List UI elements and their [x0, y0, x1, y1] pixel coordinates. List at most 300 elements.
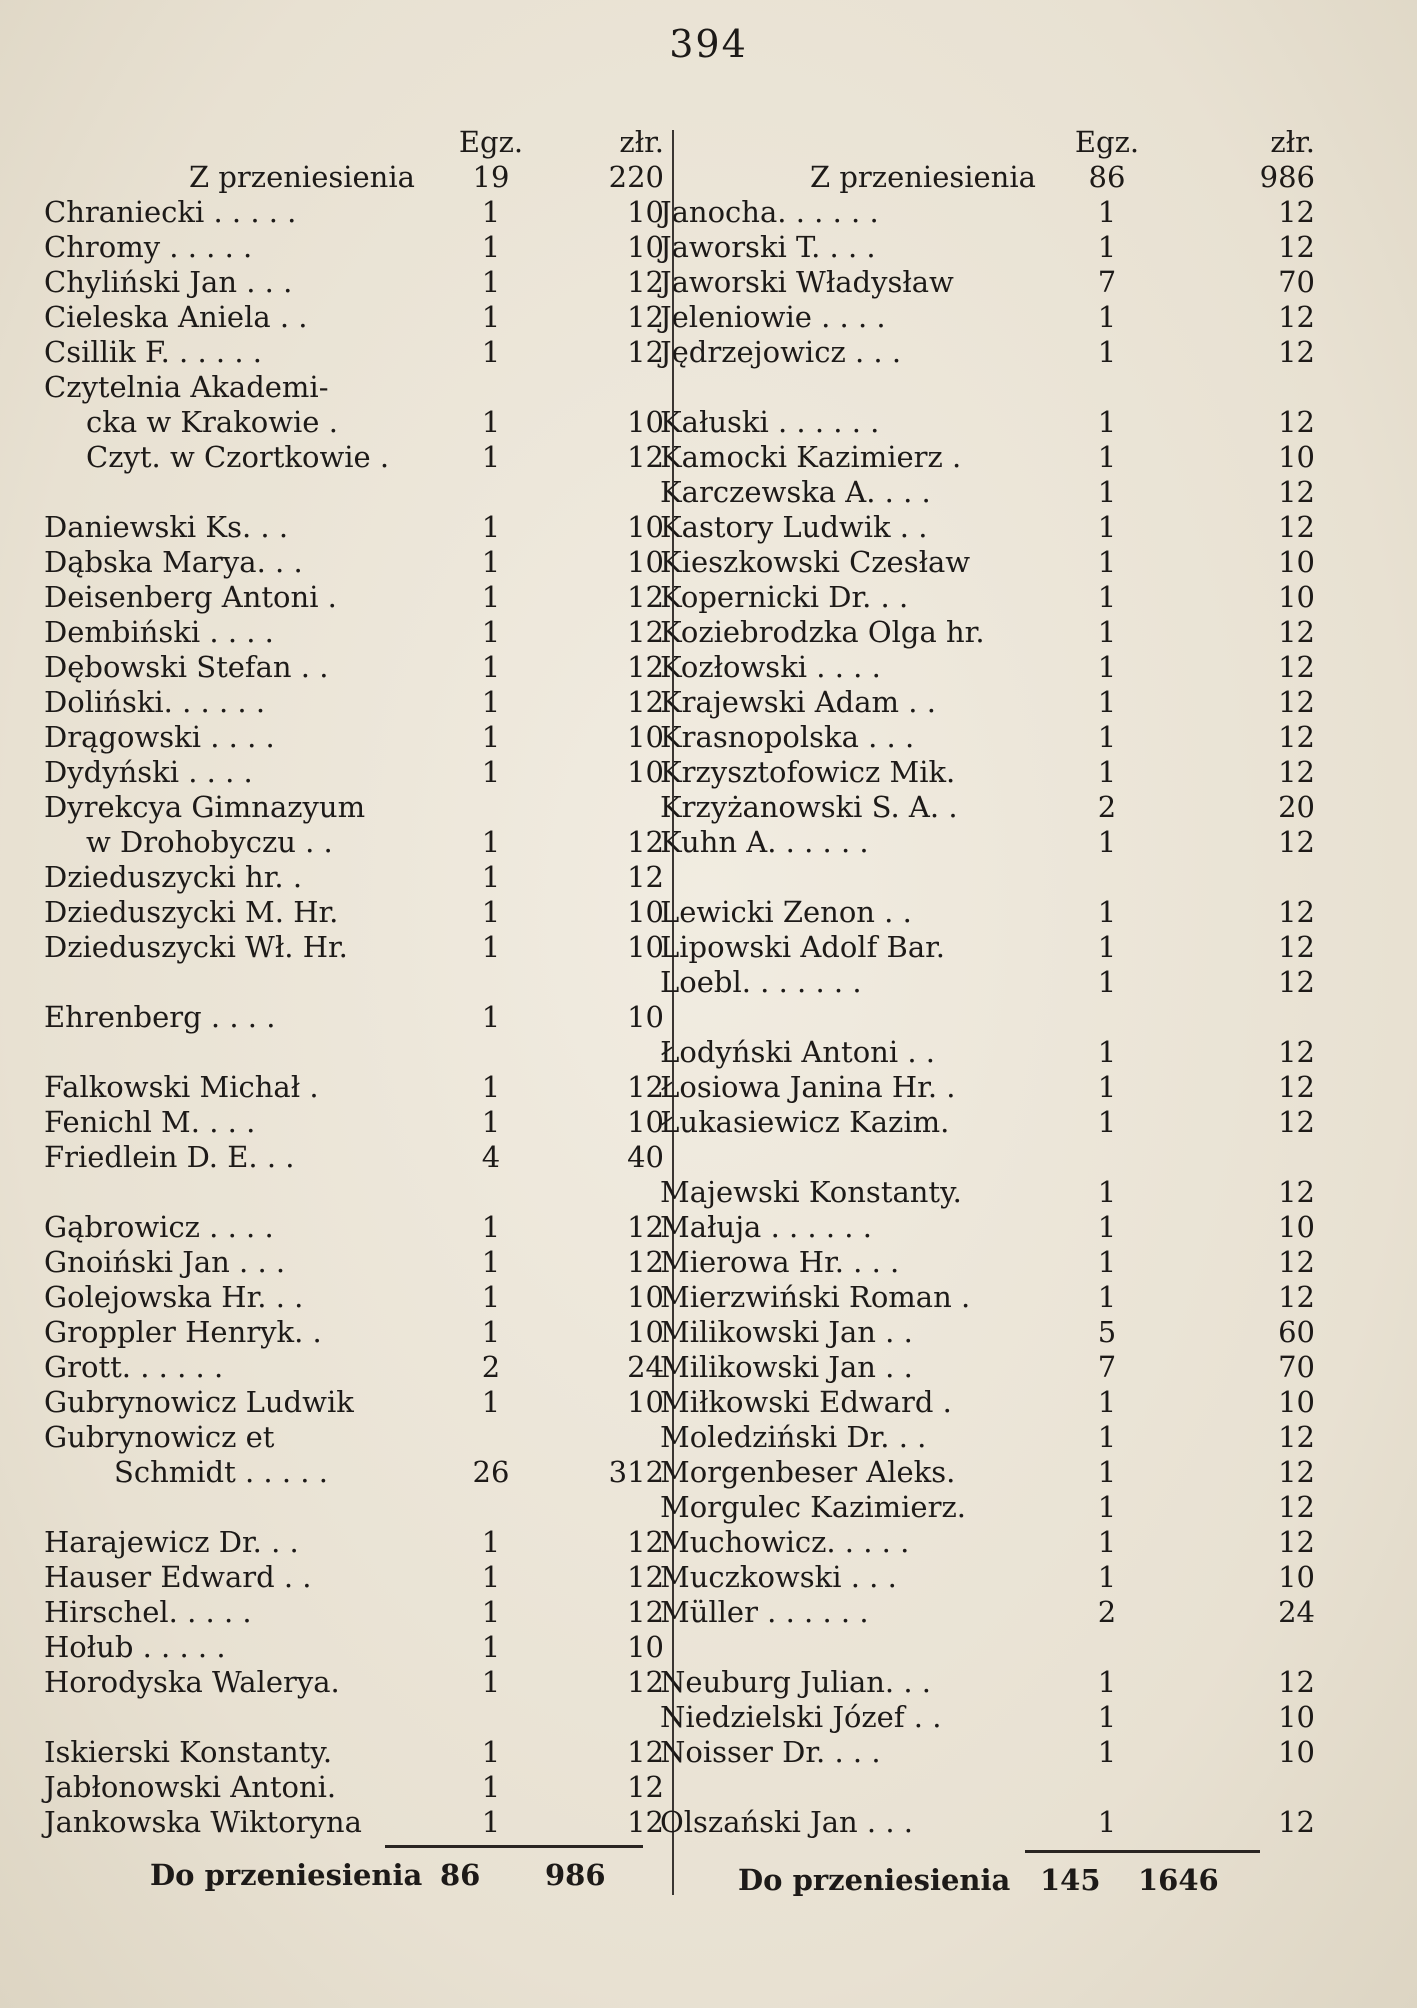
- list-item: [660, 685, 1315, 720]
- footer-egz: 86: [440, 1858, 481, 1892]
- subscriber-name: Kastory Ludwik . .: [660, 510, 928, 544]
- list-item: [44, 195, 664, 230]
- amount-zlr: 12: [1278, 335, 1315, 369]
- list-item: [44, 1140, 664, 1175]
- amount-zlr: 12: [1278, 685, 1315, 719]
- list-item: [660, 1035, 1315, 1070]
- list-item: [660, 1700, 1315, 1735]
- subscriber-name: Koziebrodzka Olga hr.: [660, 615, 985, 649]
- copies-count: 1: [481, 440, 501, 474]
- copies-count: 1: [481, 895, 501, 929]
- subscriber-name: Czytelnia Akademi-: [44, 370, 329, 404]
- subscriber-name: Małuja . . . . . .: [660, 1210, 872, 1244]
- list-item: [660, 895, 1315, 930]
- subscriber-name: Dzieduszycki Wł. Hr.: [44, 930, 348, 964]
- amount-zlr: 12: [1278, 1805, 1315, 1839]
- subscriber-name: Moledziński Dr. . .: [660, 1420, 927, 1454]
- list-item: [44, 650, 664, 685]
- left-entries: [44, 195, 664, 1840]
- copies-count: 1: [1097, 1245, 1117, 1279]
- amount-zlr: 12: [1278, 720, 1315, 754]
- copies-count: 1: [1097, 895, 1117, 929]
- list-item: [660, 1245, 1315, 1280]
- amount-zlr: 12: [1278, 1280, 1315, 1314]
- copies-count: 1: [481, 685, 501, 719]
- list-item: [44, 1805, 664, 1840]
- list-item: [660, 195, 1315, 230]
- blank-row: [660, 860, 1260, 895]
- copies-count: 1: [1097, 650, 1117, 684]
- list-item: [44, 1595, 664, 1630]
- subscriber-name: Friedlein D. E. . .: [44, 1140, 295, 1174]
- copies-count: 1: [481, 230, 501, 264]
- copies-count: 1: [1097, 685, 1117, 719]
- subscriber-name: Gubrynowicz et: [44, 1420, 275, 1454]
- list-item: [44, 335, 664, 370]
- amount-zlr: 10: [1278, 545, 1315, 579]
- amount-zlr: 12: [1278, 195, 1315, 229]
- amount-zlr: 12: [627, 860, 664, 894]
- subscriber-name: Niedzielski Józef . .: [660, 1700, 942, 1734]
- blank-row: [660, 1140, 1260, 1175]
- subscriber-name: Miłkowski Edward .: [660, 1385, 952, 1419]
- copies-count: 1: [481, 720, 501, 754]
- copies-count: 1: [1097, 1490, 1117, 1524]
- list-item: [44, 615, 664, 650]
- amount-zlr: 12: [1278, 1105, 1315, 1139]
- right-entries: [660, 195, 1315, 1840]
- copies-count: 1: [1097, 1420, 1117, 1454]
- zlr-header: złr.: [1270, 125, 1315, 159]
- list-item: [660, 335, 1315, 370]
- subscriber-name: Łukasiewicz Kazim.: [660, 1105, 950, 1139]
- list-item: [660, 930, 1315, 965]
- list-item: [660, 1525, 1315, 1560]
- copies-count: 1: [1097, 300, 1117, 334]
- amount-zlr: 12: [1278, 510, 1315, 544]
- list-item: [44, 720, 664, 755]
- list-item: [660, 1595, 1315, 1630]
- copies-count: 1: [1097, 965, 1117, 999]
- subscriber-name: Lewicki Zenon . .: [660, 895, 912, 929]
- subscriber-name: Fenichl M. . . .: [44, 1105, 256, 1139]
- list-item: [44, 1245, 664, 1280]
- amount-zlr: 12: [627, 1665, 664, 1699]
- subscriber-name: Jeleniowie . . . .: [660, 300, 886, 334]
- list-item: [660, 300, 1315, 335]
- copies-count: 1: [1097, 1105, 1117, 1139]
- subscriber-name: Cieleska Aniela . .: [44, 300, 308, 334]
- amount-zlr: 10: [627, 405, 664, 439]
- amount-zlr: 24: [1278, 1595, 1315, 1629]
- amount-zlr: 12: [627, 1560, 664, 1594]
- column-header: [44, 125, 664, 160]
- amount-zlr: 10: [627, 230, 664, 264]
- copies-count: 5: [1097, 1315, 1117, 1349]
- amount-zlr: 12: [627, 1735, 664, 1769]
- amount-zlr: 10: [627, 545, 664, 579]
- list-item: [44, 930, 664, 965]
- copies-count: 1: [481, 195, 501, 229]
- copies-count: 2: [1097, 1595, 1117, 1629]
- blank-row: [44, 1175, 644, 1210]
- amount-zlr: 12: [1278, 1490, 1315, 1524]
- subscriber-name: Dąbska Marya. . .: [44, 545, 303, 579]
- subscriber-name: Jaworski Władysław: [660, 265, 954, 299]
- amount-zlr: 12: [627, 580, 664, 614]
- copies-count: 7: [1097, 265, 1117, 299]
- subscriber-name: Jaworski T. . . .: [660, 230, 876, 264]
- amount-zlr: 12: [627, 1210, 664, 1244]
- footer-left: [150, 1858, 606, 1892]
- amount-zlr: 24: [627, 1350, 664, 1384]
- blank-row: [660, 370, 1260, 405]
- list-item: [660, 580, 1315, 615]
- subscriber-name: Kieszkowski Czesław: [660, 545, 971, 579]
- copies-count: 1: [481, 930, 501, 964]
- copies-count: 1: [1097, 580, 1117, 614]
- copies-count: 1: [1097, 930, 1117, 964]
- subscriber-name: Iskierski Konstanty.: [44, 1735, 333, 1769]
- list-item: [660, 230, 1315, 265]
- subscriber-name: Morgulec Kazimierz.: [660, 1490, 966, 1524]
- subscriber-name: Kuhn A. . . . . .: [660, 825, 869, 859]
- list-item: [660, 1455, 1315, 1490]
- subscriber-name: Dydyński . . . .: [44, 755, 253, 789]
- subscriber-name: Muchowicz. . . . .: [660, 1525, 910, 1559]
- subscriber-name: Dyrekcya Gimnazyum: [44, 790, 366, 824]
- subscriber-name: Dzieduszycki hr. .: [44, 860, 303, 894]
- amount-zlr: 12: [1278, 895, 1315, 929]
- list-item: [660, 825, 1315, 860]
- copies-count: 1: [481, 1630, 501, 1664]
- list-item: [44, 1630, 664, 1665]
- amount-zlr: 10: [627, 1105, 664, 1139]
- blank-row: [44, 1490, 644, 1525]
- subscriber-name: Müller . . . . . .: [660, 1595, 869, 1629]
- subscriber-name: Morgenbeser Aleks.: [660, 1455, 956, 1489]
- list-item: [44, 265, 664, 300]
- subscriber-name: Grott. . . . . .: [44, 1350, 224, 1384]
- list-item: [44, 1665, 664, 1700]
- subscriber-name: Hirschel. . . . .: [44, 1595, 252, 1629]
- copies-count: 1: [481, 1105, 501, 1139]
- copies-count: 1: [1097, 1665, 1117, 1699]
- list-item: [660, 1490, 1315, 1525]
- amount-zlr: 10: [627, 510, 664, 544]
- subscriber-name: Ehrenberg . . . .: [44, 1000, 276, 1034]
- amount-zlr: 20: [1278, 790, 1315, 824]
- amount-zlr: 12: [627, 685, 664, 719]
- amount-zlr: 70: [1278, 265, 1315, 299]
- blank-row: [44, 1700, 644, 1735]
- amount-zlr: 10: [627, 195, 664, 229]
- amount-zlr: 12: [1278, 965, 1315, 999]
- list-item: [660, 1420, 1315, 1455]
- carry-label: Z przeniesienia: [189, 160, 415, 194]
- list-item: [660, 1070, 1315, 1105]
- footer-zlr: 986: [545, 1858, 606, 1892]
- copies-count: 1: [481, 545, 501, 579]
- list-item: [44, 405, 664, 440]
- list-item: [660, 1805, 1315, 1840]
- amount-zlr: 12: [627, 300, 664, 334]
- list-item: [44, 860, 664, 895]
- amount-zlr: 10: [1278, 1700, 1315, 1734]
- copies-count: 7: [1097, 1350, 1117, 1384]
- amount-zlr: 12: [627, 440, 664, 474]
- copies-count: 1: [1097, 1700, 1117, 1734]
- copies-count: 1: [481, 650, 501, 684]
- list-item: [660, 720, 1315, 755]
- amount-zlr: 12: [1278, 615, 1315, 649]
- list-item: [660, 1175, 1315, 1210]
- list-item: [44, 1770, 664, 1805]
- subscriber-name: w Drohobyczu . .: [86, 825, 333, 859]
- list-item: [660, 1280, 1315, 1315]
- copies-count: 1: [481, 1805, 501, 1839]
- subscriber-name: cka w Krakowie .: [86, 405, 338, 439]
- amount-zlr: 12: [1278, 230, 1315, 264]
- subscriber-name: Krajewski Adam . .: [660, 685, 936, 719]
- subscriber-name: Jędrzejowicz . . .: [660, 335, 902, 369]
- list-item: [44, 580, 664, 615]
- copies-count: 1: [481, 1070, 501, 1104]
- subscriber-name: Krzysztofowicz Mik.: [660, 755, 956, 789]
- amount-zlr: 12: [1278, 930, 1315, 964]
- list-item: [44, 1315, 664, 1350]
- amount-zlr: 12: [1278, 475, 1315, 509]
- list-item: [660, 1385, 1315, 1420]
- list-item: [44, 1420, 644, 1455]
- copies-count: 4: [481, 1140, 501, 1174]
- amount-zlr: 12: [627, 1770, 664, 1804]
- list-item: [660, 475, 1315, 510]
- amount-zlr: 10: [627, 930, 664, 964]
- amount-zlr: 12: [627, 1525, 664, 1559]
- amount-zlr: 12: [627, 1805, 664, 1839]
- amount-zlr: 10: [1278, 440, 1315, 474]
- amount-zlr: 12: [1278, 1070, 1315, 1104]
- blank-row: [44, 965, 644, 1000]
- blank-row: [660, 1000, 1260, 1035]
- copies-count: 1: [1097, 720, 1117, 754]
- footer-zlr: 1646: [1138, 1863, 1219, 1897]
- total-rule-right: [1025, 1850, 1260, 1853]
- list-item: [660, 755, 1315, 790]
- amount-zlr: 12: [1278, 300, 1315, 334]
- carry-forward-row: [44, 160, 664, 195]
- amount-zlr: 312: [608, 1455, 664, 1489]
- subscriber-name: Daniewski Ks. . .: [44, 510, 289, 544]
- copies-count: 1: [481, 1735, 501, 1769]
- copies-count: 1: [481, 1315, 501, 1349]
- subscriber-name: Olszański Jan . . .: [660, 1805, 914, 1839]
- copies-count: 1: [1097, 1070, 1117, 1104]
- subscriber-name: Janocha. . . . . .: [660, 195, 879, 229]
- copies-count: 1: [481, 1525, 501, 1559]
- amount-zlr: 10: [627, 1385, 664, 1419]
- subscriber-name: Chraniecki . . . . .: [44, 195, 297, 229]
- subscriber-name: Kopernicki Dr. . .: [660, 580, 909, 614]
- list-item: [660, 440, 1315, 475]
- list-item: [660, 1105, 1315, 1140]
- copies-count: 1: [481, 510, 501, 544]
- list-item: [44, 1385, 664, 1420]
- list-item: [44, 545, 664, 580]
- copies-count: 1: [1097, 335, 1117, 369]
- copies-count: 1: [1097, 230, 1117, 264]
- amount-zlr: 12: [627, 1070, 664, 1104]
- amount-zlr: 10: [1278, 580, 1315, 614]
- subscriber-name: Łosiowa Janina Hr. .: [660, 1070, 956, 1104]
- copies-count: 2: [1097, 790, 1117, 824]
- copies-count: 1: [1097, 195, 1117, 229]
- zlr-header: złr.: [619, 125, 664, 159]
- list-item: [44, 895, 664, 930]
- list-item: [660, 545, 1315, 580]
- copies-count: 1: [481, 1210, 501, 1244]
- list-item: [660, 405, 1315, 440]
- list-item: [44, 370, 644, 405]
- amount-zlr: 12: [1278, 405, 1315, 439]
- subscriber-name: Krasnopolska . . .: [660, 720, 915, 754]
- amount-zlr: 12: [627, 615, 664, 649]
- list-item: [44, 1455, 664, 1490]
- subscriber-name: Neuburg Julian. . .: [660, 1665, 932, 1699]
- copies-count: 1: [1097, 1210, 1117, 1244]
- subscriber-name: Golejowska Hr. . .: [44, 1280, 304, 1314]
- amount-zlr: 70: [1278, 1350, 1315, 1384]
- amount-zlr: 10: [1278, 1560, 1315, 1594]
- copies-count: 1: [481, 755, 501, 789]
- list-item: [660, 1315, 1315, 1350]
- amount-zlr: 60: [1278, 1315, 1315, 1349]
- list-item: [44, 1070, 664, 1105]
- amount-zlr: 12: [1278, 1420, 1315, 1454]
- subscriber-name: Krzyżanowski S. A. .: [660, 790, 958, 824]
- subscriber-name: Łodyński Antoni . .: [660, 1035, 935, 1069]
- amount-zlr: 12: [1278, 1665, 1315, 1699]
- copies-count: 1: [481, 1245, 501, 1279]
- list-item: [44, 1210, 664, 1245]
- amount-zlr: 12: [627, 335, 664, 369]
- footer-right: [738, 1863, 1219, 1897]
- copies-count: 1: [1097, 545, 1117, 579]
- blank-row: [44, 475, 644, 510]
- list-item: [44, 1000, 664, 1035]
- copies-count: 1: [481, 580, 501, 614]
- subscriber-name: Majewski Konstanty.: [660, 1175, 962, 1209]
- copies-count: 1: [481, 405, 501, 439]
- amount-zlr: 12: [1278, 1035, 1315, 1069]
- blank-row: [660, 1630, 1260, 1665]
- copies-count: 1: [481, 615, 501, 649]
- amount-zlr: 10: [627, 895, 664, 929]
- amount-zlr: 10: [627, 1000, 664, 1034]
- copies-count: 1: [1097, 405, 1117, 439]
- subscriber-name: Czyt. w Czortkowie .: [86, 440, 390, 474]
- copies-count: 1: [481, 1385, 501, 1419]
- subscriber-name: Gnoiński Jan . . .: [44, 1245, 286, 1279]
- subscriber-name: Noisser Dr. . . .: [660, 1735, 881, 1769]
- list-item: [44, 440, 664, 475]
- amount-zlr: 12: [1278, 755, 1315, 789]
- list-item: [660, 1665, 1315, 1700]
- subscriber-name: Horodyska Walerya.: [44, 1665, 340, 1699]
- subscriber-name: Hauser Edward . .: [44, 1560, 312, 1594]
- copies-count: 1: [1097, 1175, 1117, 1209]
- amount-zlr: 12: [1278, 1245, 1315, 1279]
- list-item: [44, 1525, 664, 1560]
- amount-zlr: 12: [1278, 1455, 1315, 1489]
- subscriber-name: Mierzwiński Roman .: [660, 1280, 971, 1314]
- copies-count: 1: [481, 860, 501, 894]
- footer-egz: 145: [1040, 1863, 1101, 1897]
- subscriber-name: Deisenberg Antoni .: [44, 580, 337, 614]
- copies-count: 1: [1097, 1385, 1117, 1419]
- amount-zlr: 10: [627, 1280, 664, 1314]
- copies-count: 1: [481, 1595, 501, 1629]
- list-item: [660, 615, 1315, 650]
- list-item: [660, 790, 1315, 825]
- copies-count: 1: [1097, 440, 1117, 474]
- list-item: [44, 1350, 664, 1385]
- carry-egz: 19: [472, 160, 510, 194]
- subscriber-name: Milikowski Jan . .: [660, 1315, 913, 1349]
- list-item: [660, 1735, 1315, 1770]
- copies-count: 1: [1097, 1035, 1117, 1069]
- amount-zlr: 12: [627, 265, 664, 299]
- amount-zlr: 10: [627, 1630, 664, 1664]
- egz-header: Egz.: [1074, 125, 1140, 159]
- list-item: [44, 510, 664, 545]
- subscriber-name: Hołub . . . . .: [44, 1630, 226, 1664]
- egz-header: Egz.: [458, 125, 524, 159]
- copies-count: 1: [1097, 1280, 1117, 1314]
- amount-zlr: 12: [627, 1245, 664, 1279]
- subscriber-name: Groppler Henryk. .: [44, 1315, 322, 1349]
- amount-zlr: 10: [627, 720, 664, 754]
- list-item: [44, 1735, 664, 1770]
- carry-zlr: 220: [608, 160, 664, 194]
- subscriber-name: Jankowska Wiktoryna: [44, 1805, 362, 1839]
- blank-row: [660, 1770, 1260, 1805]
- carry-zlr: 986: [1259, 160, 1315, 194]
- amount-zlr: 12: [1278, 825, 1315, 859]
- list-item: [44, 1105, 664, 1140]
- copies-count: 1: [481, 825, 501, 859]
- list-item: [44, 755, 664, 790]
- carry-label: Z przeniesienia: [810, 160, 1036, 194]
- subscriber-name: Csillik F. . . . . .: [44, 335, 262, 369]
- list-item: [44, 1560, 664, 1595]
- subscriber-name: Karczewska A. . . .: [660, 475, 931, 509]
- copies-count: 1: [1097, 615, 1117, 649]
- amount-zlr: 12: [1278, 650, 1315, 684]
- carry-egz: 86: [1088, 160, 1126, 194]
- page-number: 394: [669, 22, 748, 66]
- amount-zlr: 12: [1278, 1175, 1315, 1209]
- amount-zlr: 10: [627, 755, 664, 789]
- amount-zlr: 10: [1278, 1385, 1315, 1419]
- copies-count: 1: [1097, 1525, 1117, 1559]
- copies-count: 1: [481, 265, 501, 299]
- subscriber-name: Drągowski . . . .: [44, 720, 275, 754]
- list-item: [660, 1350, 1315, 1385]
- subscriber-name: Doliński. . . . . .: [44, 685, 266, 719]
- subscriber-name: Chromy . . . . .: [44, 230, 253, 264]
